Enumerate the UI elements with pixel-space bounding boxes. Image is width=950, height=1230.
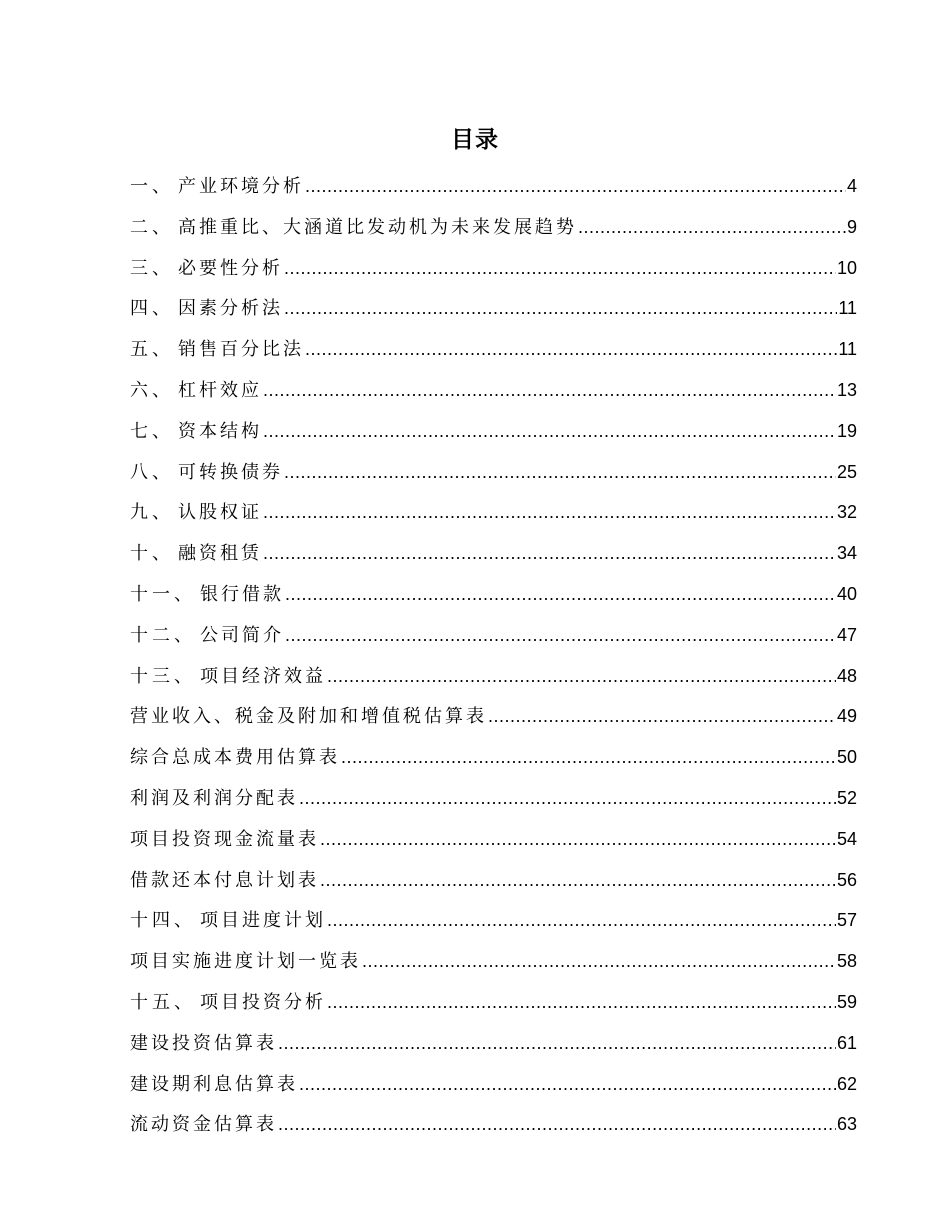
toc-entry-page-number: 49 [836,706,857,727]
toc-entry[interactable] [130,248,857,289]
toc-entry-number: 十三、 [130,665,196,687]
toc-entry-number: 九、 [130,502,174,524]
toc-dot-leader [341,737,836,778]
toc-entry-label: 可转换债券 [178,461,283,483]
toc-entry-label: 销售百分比法 [178,339,304,361]
toc-dot-leader [278,1104,836,1145]
toc-entry-page-number: 48 [836,665,857,686]
toc-entry[interactable] [130,574,857,615]
toc-entry-page-number: 47 [836,624,857,645]
toc-entry-label: 必要性分析 [178,257,283,279]
toc-entry-label: 建设期利息估算表 [130,1073,298,1095]
toc-entry-label: 项目投资现金流量表 [130,828,319,850]
toc-dot-leader [488,696,836,737]
toc-entry[interactable] [130,533,857,574]
toc-entry[interactable] [130,737,857,778]
toc-entry-number: 五、 [130,339,174,361]
toc-entry-page-number: 61 [836,1032,857,1053]
toc-dot-leader [278,1023,836,1064]
toc-entry-page-number: 34 [836,543,857,564]
toc-entry-label: 杠杆效应 [178,379,262,401]
toc-entry-number: 一、 [130,176,174,197]
toc-dot-leader [320,860,836,901]
toc-entry-page-number: 13 [836,379,857,400]
toc-entry-page-number: 11 [838,339,857,360]
toc-entry-number: 十、 [130,543,174,565]
toc-entry-number: 十五、 [130,991,196,1013]
toc-list [130,166,857,1145]
toc-entry[interactable] [130,492,857,533]
toc-dot-leader [299,1064,836,1105]
toc-entry-number: 十一、 [130,583,196,605]
toc-dot-leader [305,166,846,207]
toc-entry-page-number: 56 [836,869,857,890]
toc-entry-page-number: 63 [836,1114,857,1135]
toc-dot-leader [285,574,836,615]
toc-entry[interactable] [130,452,857,493]
toc-entry[interactable] [130,166,857,207]
toc-dot-leader [327,900,836,941]
toc-entry-label: 资本结构 [178,420,262,442]
toc-entry-page-number: 19 [836,420,857,441]
toc-entry-page-number: 9 [846,216,857,237]
toc-entry[interactable] [130,941,857,982]
toc-entry[interactable] [130,1104,857,1145]
toc-entry[interactable] [130,411,857,452]
toc-dot-leader [263,370,836,411]
toc-entry-label: 项目投资分析 [200,991,326,1013]
toc-entry[interactable] [130,207,857,248]
toc-entry-page-number: 62 [836,1073,857,1094]
toc-entry-label: 流动资金估算表 [130,1114,277,1136]
toc-entry-number: 六、 [130,379,174,401]
toc-entry-page-number: 57 [836,910,857,931]
toc-dot-leader [327,982,836,1023]
toc-dot-leader [578,207,846,248]
toc-entry-number: 八、 [130,461,174,483]
toc-entry-label: 项目进度计划 [200,910,326,932]
toc-dot-leader [284,288,837,329]
toc-entry-page-number: 25 [836,461,857,482]
toc-entry-label: 借款还本付息计划表 [130,869,319,891]
toc-entry[interactable] [130,370,857,411]
toc-entry-label: 认股权证 [178,502,262,524]
toc-entry-label: 因素分析法 [178,298,283,320]
toc-entry-page-number: 50 [836,747,857,768]
toc-dot-leader [263,411,836,452]
toc-entry-number: 十二、 [130,624,196,646]
toc-dot-leader [299,778,836,819]
toc-entry-page-number: 54 [836,828,857,849]
toc-dot-leader [305,329,837,370]
toc-entry[interactable] [130,656,857,697]
toc-entry-page-number: 58 [836,951,857,972]
toc-entry-label: 利润及利润分配表 [130,787,298,809]
toc-entry-page-number: 10 [836,257,857,278]
toc-entry[interactable] [130,329,857,370]
toc-entry-page-number: 59 [836,991,857,1012]
toc-dot-leader [284,248,836,289]
toc-entry[interactable] [130,860,857,901]
toc-dot-leader [263,533,836,574]
toc-entry[interactable] [130,696,857,737]
toc-dot-leader [362,941,836,982]
toc-entry-label: 产业环境分析 [178,176,304,197]
toc-dot-leader [327,656,836,697]
toc-entry-page-number: 52 [836,787,857,808]
toc-entry-number: 二、 [130,216,174,238]
toc-entry-label: 项目实施进度计划一览表 [130,951,361,973]
toc-dot-leader [263,492,836,533]
toc-entry-page-number: 4 [846,176,857,196]
toc-entry[interactable] [130,819,857,860]
toc-entry-label: 建设投资估算表 [130,1032,277,1054]
toc-entry[interactable] [130,615,857,656]
toc-entry-label: 银行借款 [200,583,284,605]
toc-entry-number: 三、 [130,257,174,279]
toc-entry-label: 项目经济效益 [200,665,326,687]
toc-entry-number: 七、 [130,420,174,442]
toc-entry[interactable] [130,982,857,1023]
toc-entry[interactable] [130,900,857,941]
toc-entry-page-number: 40 [836,583,857,604]
toc-entry-number: 十四、 [130,910,196,932]
toc-entry-number: 四、 [130,298,174,320]
toc-dot-leader [285,615,836,656]
toc-entry-label: 高推重比、大涵道比发动机为未来发展趋势 [178,216,577,238]
toc-title: 目录 [451,127,499,153]
toc-dot-leader [284,452,836,493]
toc-entry[interactable] [130,288,857,329]
toc-entry[interactable] [130,1023,857,1064]
toc-entry[interactable] [130,1064,857,1105]
toc-entry-label: 营业收入、税金及附加和增值税估算表 [130,706,487,728]
toc-dot-leader [320,819,836,860]
toc-entry-page-number: 11 [838,298,857,319]
toc-entry-label: 公司简介 [200,624,284,646]
toc-entry[interactable] [130,778,857,819]
toc-entry-page-number: 32 [836,502,857,523]
toc-entry-label: 综合总成本费用估算表 [130,747,340,769]
toc-entry-label: 融资租赁 [178,543,262,565]
